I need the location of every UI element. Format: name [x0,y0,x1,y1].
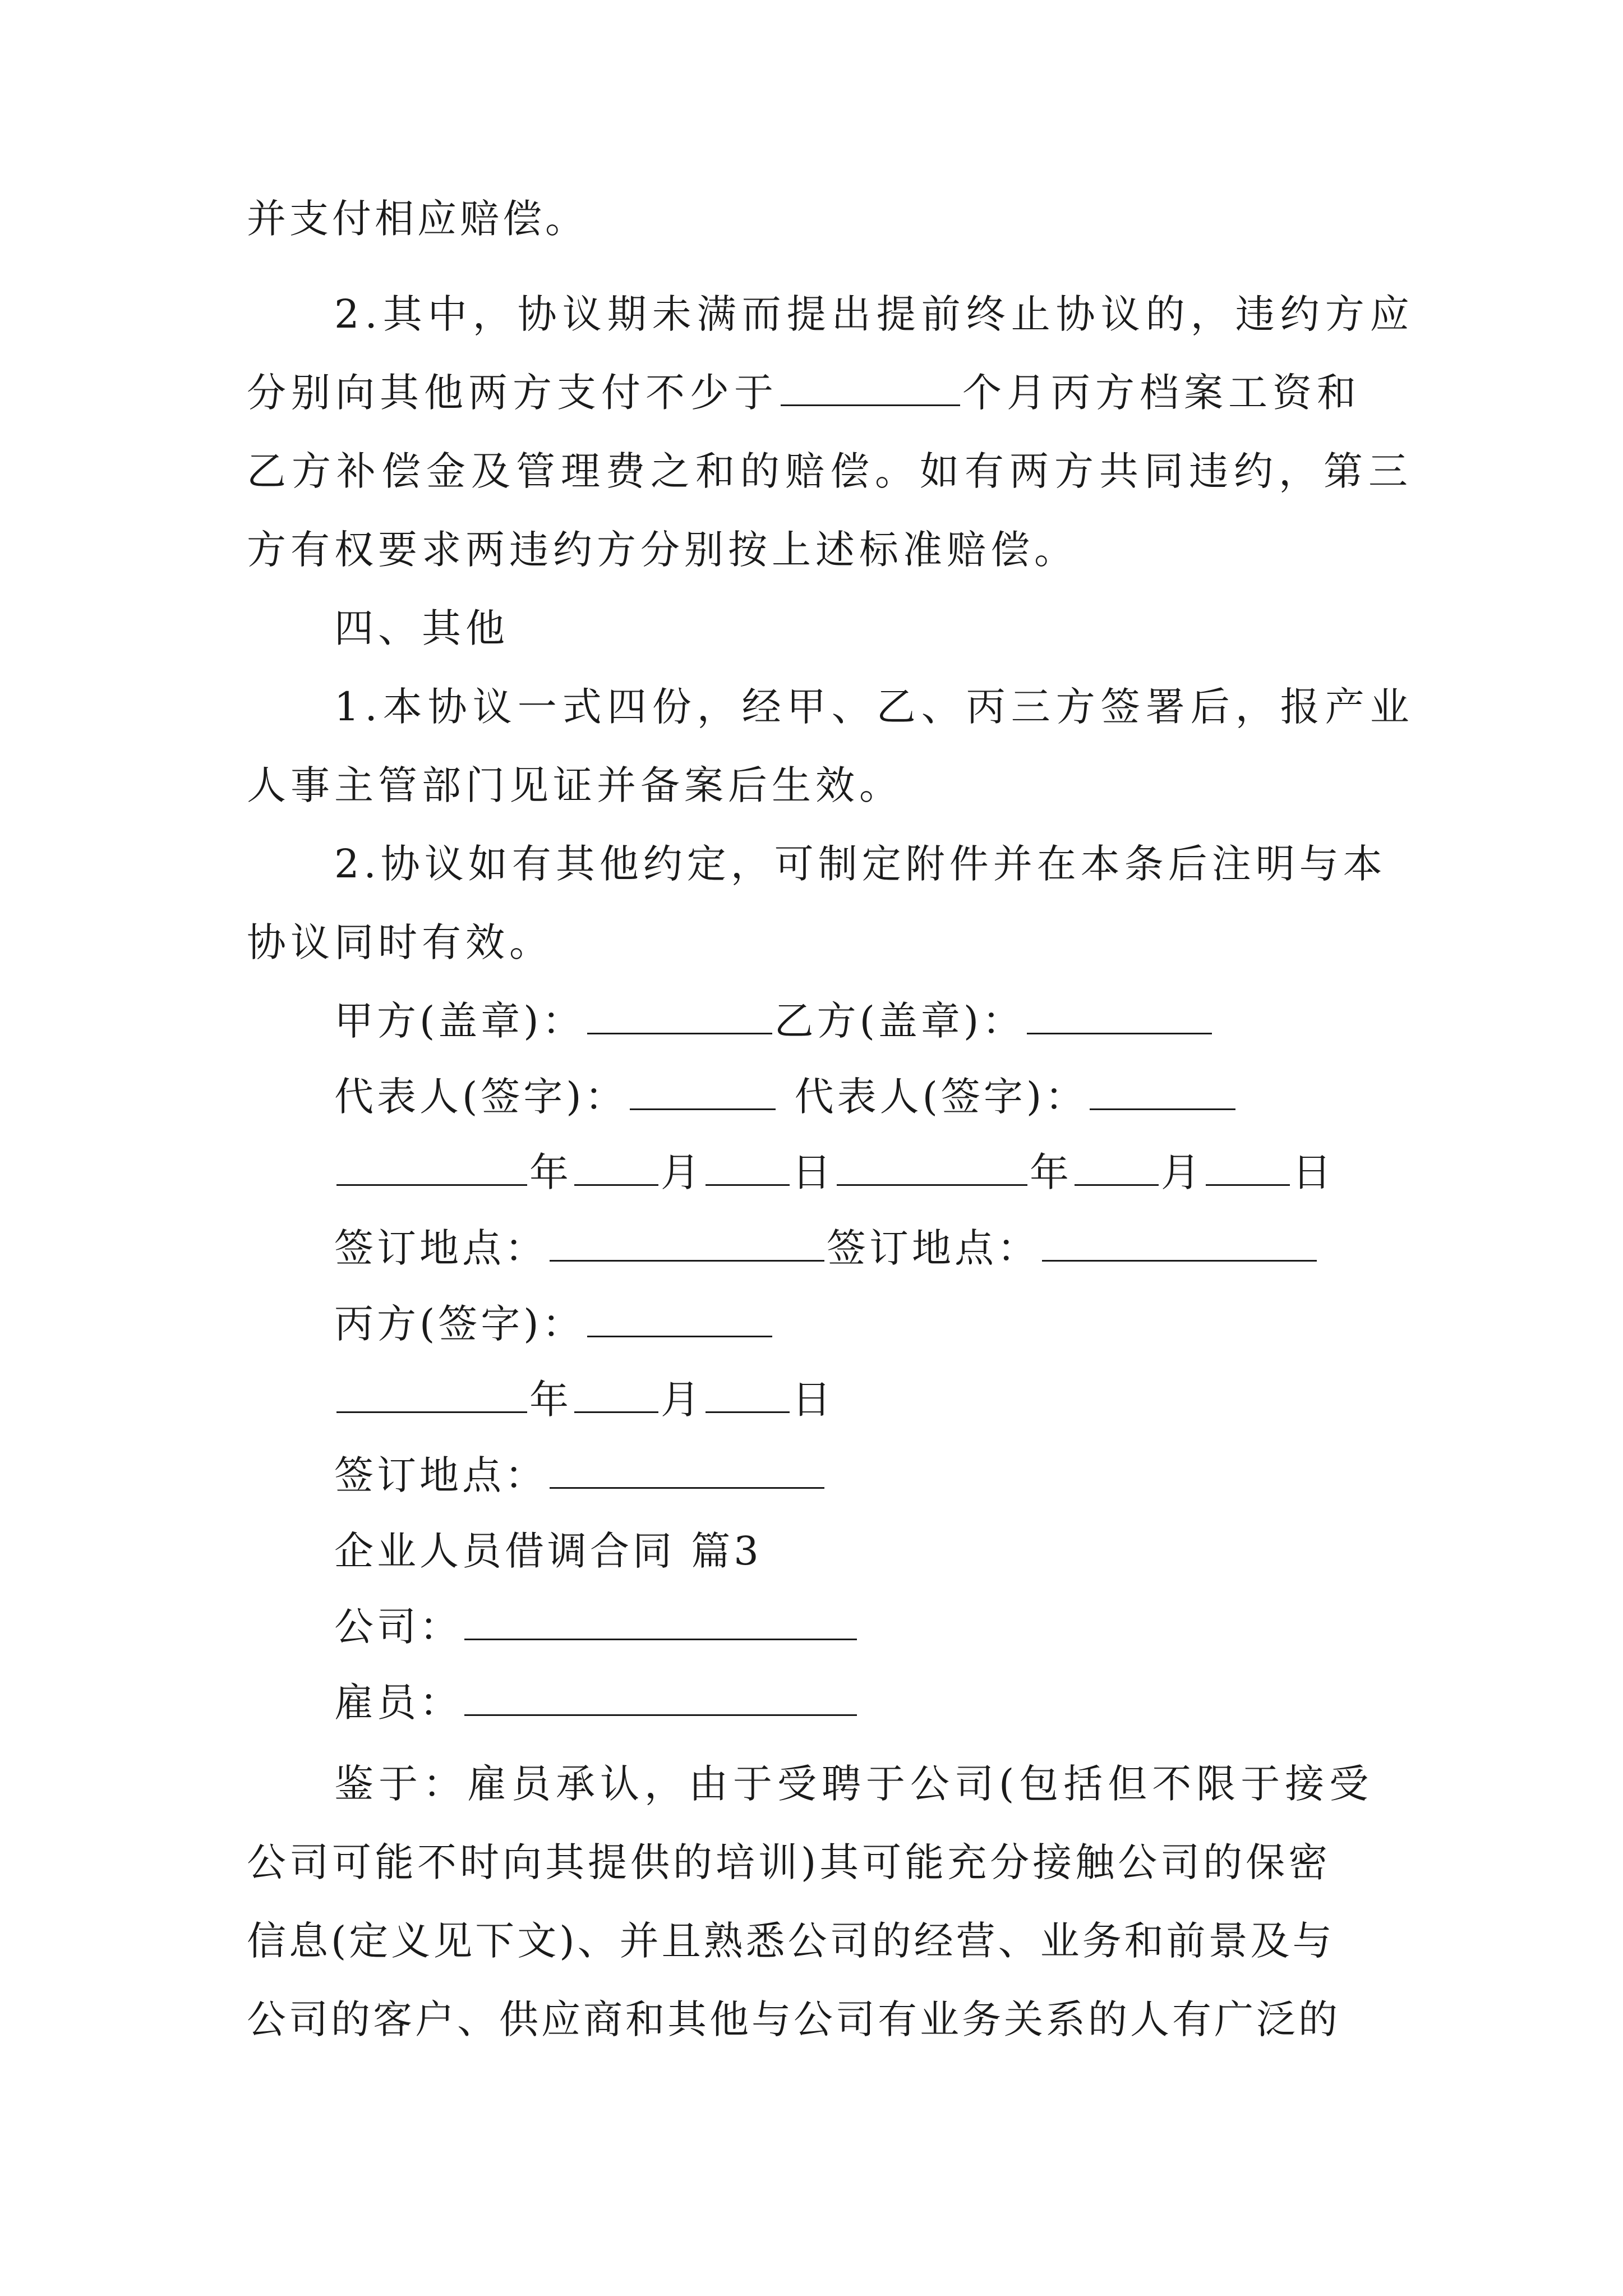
text: 个月丙方档案工资和 [962,370,1361,416]
section-title [334,1523,762,1579]
signature-row-rep [334,1069,1238,1125]
text: 四、其他 [334,605,509,651]
party-c-sign-label: 丙方(签字)： [334,1301,585,1347]
signature-row-date-c [334,1372,834,1428]
employee-row [334,1674,859,1731]
text: 公司可能不时向其提供的培训)其可能充分接触公司的保密 [247,1839,1331,1885]
rep-sign-label-2: 代表人(签字)： [794,1074,1088,1120]
rep-sign-label-1: 代表人(签字)： [334,1074,628,1120]
day-blank[interactable] [706,1151,790,1186]
paragraph-line [247,522,1078,578]
text: 1.本协议一式四份，经甲、乙、丙三方签署后，报产业 [334,684,1415,730]
text: 2.其中，协议期未满而提出提前终止协议的，违约方应 [334,291,1415,337]
paragraph-line [247,757,903,813]
paragraph-line [334,679,1415,735]
text: 鉴于：雇员承认，由于受聘于公司(包括但不限于接受 [334,1761,1374,1807]
text: 人事主管部门见证并备案后生效。 [247,762,903,808]
day-blank[interactable] [706,1378,790,1413]
place-label-3: 签订地点： [334,1452,547,1498]
day-blank[interactable] [1206,1151,1290,1186]
text: 企业人员借调合同 篇3 [334,1528,762,1574]
year-blank[interactable] [336,1378,527,1413]
place-blank-1[interactable] [550,1226,824,1262]
signature-row-place-c [334,1447,827,1503]
party-b-seal-blank[interactable] [1027,999,1212,1034]
party-c-sign-blank[interactable] [587,1302,772,1337]
month-label: 月 [661,1149,703,1195]
signature-row-place [334,1220,1319,1276]
party-a-seal-blank[interactable] [587,999,772,1034]
rep-sign-blank-1[interactable] [630,1075,776,1110]
paragraph-line [247,1834,1331,1890]
month-label: 月 [1161,1149,1204,1195]
paragraph-line [334,1756,1373,1812]
paragraph-line [247,365,1361,421]
paragraph-line [334,836,1387,892]
text: 公司的客户、供应商和其他与公司有业务关系的人有广泛的 [247,1996,1340,2042]
signature-row-seal [334,993,1214,1049]
place-blank-3[interactable] [550,1453,824,1489]
text: 协议同时有效。 [247,919,553,965]
employee-label: 雇员： [334,1680,462,1726]
year-label: 年 [1030,1149,1072,1195]
month-blank[interactable] [1075,1151,1159,1186]
text: 乙方补偿金及管理费之和的赔偿。如有两方共同违约，第三 [247,448,1413,494]
party-b-seal-label: 乙方(盖章)： [774,998,1025,1044]
party-a-seal-label: 甲方(盖章)： [334,998,585,1044]
place-label-1: 签订地点： [334,1225,547,1271]
text: 2.协议如有其他约定，可制定附件并在本条后注明与本 [334,841,1387,887]
text: 方有权要求两违约方分别按上述标准赔偿。 [247,527,1078,573]
month-label: 月 [661,1377,703,1423]
year-label: 年 [529,1149,572,1195]
month-blank[interactable] [574,1378,658,1413]
place-label-2: 签订地点： [827,1225,1040,1271]
company-label: 公司： [334,1604,462,1650]
paragraph-line [334,286,1415,342]
text: 信息(定义见下文)、并且熟悉公司的经营、业务和前景及与 [247,1918,1335,1964]
section-heading [334,600,509,656]
year-blank[interactable] [336,1151,527,1186]
signature-row-party-c [334,1296,774,1352]
year-blank[interactable] [837,1151,1027,1186]
month-blank[interactable] [574,1151,658,1186]
day-label: 日 [792,1149,834,1195]
place-blank-2[interactable] [1042,1226,1317,1262]
company-blank[interactable] [464,1605,857,1640]
months-blank[interactable] [781,371,960,406]
paragraph-line [247,1913,1335,1969]
paragraph-line [247,1991,1340,2047]
rep-sign-blank-2[interactable] [1090,1075,1235,1110]
paragraph-line [247,191,588,247]
company-row [334,1599,859,1655]
year-label: 年 [529,1377,572,1423]
paragraph-line [247,443,1413,499]
text: 分别向其他两方支付不少于 [247,370,778,416]
signature-row-date [334,1144,1335,1200]
paragraph-line [247,914,553,970]
day-label: 日 [792,1377,834,1423]
text: 并支付相应赔偿。 [247,196,588,242]
day-label: 日 [1292,1149,1335,1195]
employee-blank[interactable] [464,1681,857,1716]
